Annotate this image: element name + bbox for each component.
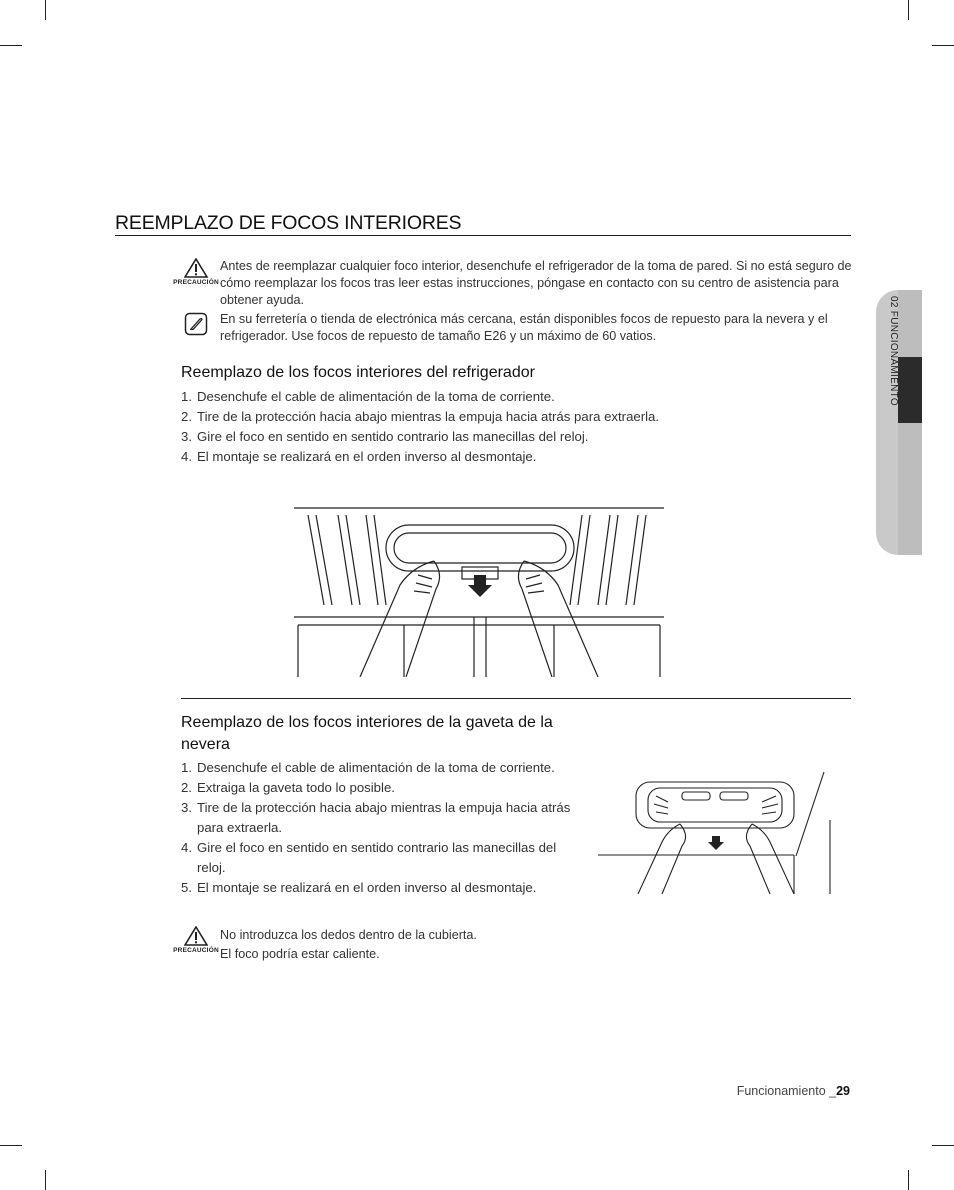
crop-mark xyxy=(45,1170,46,1190)
section-divider xyxy=(181,698,851,699)
list-item: 5. El montaje se realizará en el orden inverso al desmontaje. xyxy=(181,880,537,895)
caution-text: Antes de reemplazar cualquier foco interior, desenchufe el refrigerador de la toma de pared. Si no está seguro de cómo reemplazar los focos tras leer estas instrucciones, póngase en contacto con su centro de asistencia para obtener ayuda. xyxy=(220,259,852,307)
crop-mark xyxy=(0,1145,22,1146)
warning-triangle-icon xyxy=(184,258,208,278)
side-tab-label: 02 FUNCIONAMIENTO xyxy=(888,296,899,406)
caution-note-bottom xyxy=(172,926,852,964)
note-pen-icon xyxy=(184,312,208,336)
warning-triangle-icon xyxy=(184,926,208,946)
crop-mark xyxy=(908,0,909,20)
list-item: 1. Desenchufe el cable de alimentación de la toma de corriente. xyxy=(181,760,555,775)
footer-label: Funcionamiento _ xyxy=(736,1084,837,1098)
title-rule xyxy=(115,235,851,236)
caution-text: No introduzca los dedos dentro de la cubierta. El foco podría estar caliente. xyxy=(220,928,477,961)
page-footer xyxy=(737,1084,850,1098)
section-title: REEMPLAZO DE FOCOS INTERIORES xyxy=(115,212,462,234)
caution-note xyxy=(172,258,852,309)
info-note xyxy=(172,311,852,345)
list-item: 3. Gire el foco en sentido en sentido contrario las manecillas del reloj. xyxy=(181,429,589,444)
info-text: En su ferretería o tienda de electrónica más cercana, están disponibles focos de repuesto para la nevera y el refrigerador. Use focos de repuesto de tamaño E26 y un máximo de 60 vatios. xyxy=(220,312,828,343)
list-item: 4. El montaje se realizará en el orden inverso al desmontaje. xyxy=(181,449,537,464)
crop-mark xyxy=(932,1145,954,1146)
crop-mark xyxy=(0,45,22,46)
subsection1-steps xyxy=(181,387,659,467)
list-item: 3. Tire de la protección hacia abajo mientras la empuja hacia atrás para extraerla. xyxy=(181,800,571,835)
crop-mark xyxy=(908,1170,909,1190)
list-item: 2. Extraiga la gaveta todo lo posible. xyxy=(181,780,395,795)
caution-caption: PRECAUCIÓN xyxy=(173,279,219,286)
subsection2-title: Reemplazo de los focos interiores de la gaveta de la nevera xyxy=(181,714,553,753)
subsection2-steps xyxy=(181,758,601,898)
side-tab-marker xyxy=(898,357,922,423)
list-item: 1. Desenchufe el cable de alimentación de la toma de corriente. xyxy=(181,389,555,404)
crop-mark xyxy=(45,0,46,20)
crop-mark xyxy=(932,45,954,46)
subsection1-title: Reemplazo de los focos interiores del refrigerador xyxy=(181,364,535,381)
refrigerator-light-illustration xyxy=(294,505,664,677)
list-item: 4. Gire el foco en sentido en sentido contrario las manecillas del reloj. xyxy=(181,840,557,875)
page-number: 29 xyxy=(836,1084,850,1098)
caution-caption: PRECAUCIÓN xyxy=(173,947,219,954)
drawer-light-illustration xyxy=(596,770,832,896)
list-item: 2. Tire de la protección hacia abajo mientras la empuja hacia atrás para extraerla. xyxy=(181,409,660,424)
